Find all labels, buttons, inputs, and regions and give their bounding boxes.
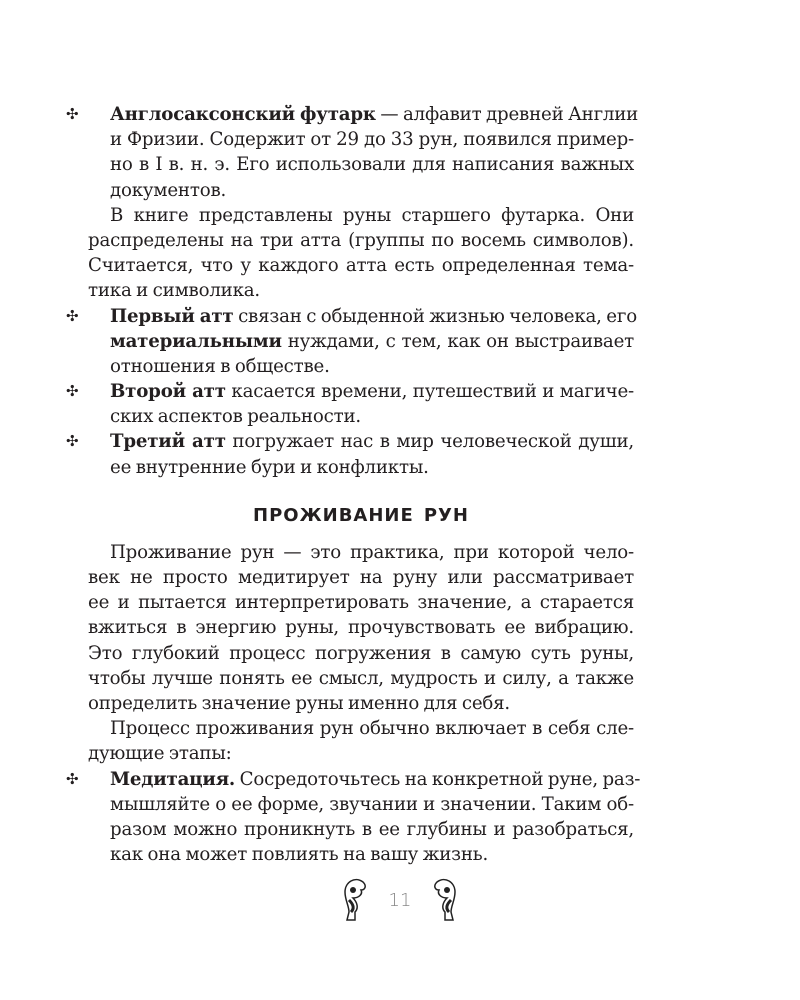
line-text: связан с обыденной жизнью человека, его — [233, 305, 637, 327]
text-line — [88, 691, 634, 716]
text-line — [88, 590, 634, 615]
text-line — [88, 540, 634, 565]
text-line — [88, 641, 634, 666]
text-line — [88, 842, 634, 867]
line-text: В книге представлены руны старшего футарка. Они — [110, 204, 634, 226]
text-line — [88, 354, 634, 379]
line-text: — алфавит древней Англии — [375, 104, 639, 125]
text-line — [88, 455, 634, 480]
text-line — [66, 429, 635, 454]
line-text: чтобы лучше понять ее смысл, мудрость и силу, а также — [88, 667, 634, 689]
line-text: вжиться в энергию руны, прочувствовать ее вибрацию. — [88, 617, 634, 639]
bird-ornament-right-icon — [433, 878, 459, 922]
line-text: ских аспектов реальности. — [110, 406, 361, 428]
section-heading: проживание рун — [253, 497, 469, 528]
page-body — [66, 102, 641, 867]
bullet-icon: ✣ — [66, 306, 79, 325]
page-footer — [0, 878, 800, 922]
bullet-item — [66, 304, 637, 380]
text-line — [88, 253, 634, 278]
text-line — [88, 716, 634, 741]
line-text: мышляйте о ее форме, звучании и значении. Таким об- — [110, 793, 634, 815]
line-text: но в I в. н. э. Его использовали для написания важных — [110, 154, 634, 176]
line-text: как она может повлиять на вашу жизнь. — [110, 844, 489, 866]
line-text: Проживание рун — это практика, при которой чело- — [110, 541, 634, 563]
bullet-item — [66, 379, 634, 429]
text-line — [88, 178, 634, 203]
bullet-item — [66, 102, 639, 203]
text-line — [88, 203, 634, 228]
line-text: ее и пытается интерпретировать значение, а старается — [88, 592, 634, 614]
line-text: нуждами, с тем, как он выстраивает — [281, 330, 634, 352]
text-line — [88, 127, 634, 152]
text-line — [88, 741, 634, 766]
line-text: касается времени, путешествий и магиче- — [225, 381, 634, 403]
line-text: век не просто медитирует на руну или рассматривает — [88, 567, 634, 588]
line-text: тика и символика. — [88, 280, 260, 302]
bullet-icon: ✣ — [66, 382, 79, 401]
line-text: определить значение руны именно для себя. — [88, 692, 511, 714]
text-line — [66, 304, 637, 329]
bold-term: Первый атт — [110, 305, 234, 327]
text-line — [88, 228, 634, 253]
bold-term: Второй атт — [110, 381, 226, 403]
line-text: Сосредоточьтесь на конкретной руне, раз- — [235, 768, 641, 790]
paragraph — [88, 540, 634, 716]
line-text: и Фризии. Содержит от 29 до 33 рун, появился пример- — [110, 129, 634, 151]
line-text: распределены на три атта (группы по восемь символов). — [88, 229, 634, 251]
line-text: разом можно проникнуть в ее глубины и разобраться, — [110, 818, 634, 840]
text-line — [66, 379, 634, 404]
bullet-item — [66, 767, 641, 868]
bold-term: Третий атт — [110, 431, 226, 453]
text-line — [88, 278, 634, 303]
bullet-icon: ✣ — [66, 769, 79, 788]
line-text: дующие этапы: — [88, 743, 232, 765]
paragraph — [88, 716, 634, 766]
line-text: Процесс проживания рун обычно включает в себя сле- — [110, 718, 634, 740]
text-line — [88, 152, 634, 177]
bullet-item — [66, 429, 635, 479]
text-line — [88, 792, 634, 817]
line-text: Это глубокий процесс погружения в самую суть руны, — [88, 642, 634, 664]
text-line — [66, 102, 639, 127]
text-line — [88, 615, 634, 640]
bird-ornament-left-icon — [341, 878, 367, 922]
line-text: отношения в обществе. — [110, 355, 330, 377]
text-line — [66, 767, 641, 792]
paragraph — [88, 203, 634, 304]
bold-term: материальными — [110, 330, 282, 352]
bullet-icon: ✣ — [66, 105, 79, 123]
bold-term: Англосаксонский футарк — [110, 104, 376, 125]
bold-term: Медитация. — [110, 768, 236, 790]
page-number: 11 — [388, 889, 412, 911]
text-line — [88, 329, 634, 354]
text-line — [88, 666, 634, 691]
text-line — [88, 817, 634, 842]
line-text: Считается, что у каждого атта есть определенная тема- — [88, 255, 634, 277]
line-text: документов. — [110, 179, 227, 201]
line-text: ее внутренние бури и конфликты. — [110, 456, 429, 478]
text-line — [88, 565, 634, 590]
text-line — [88, 404, 634, 429]
bullet-icon: ✣ — [66, 432, 79, 451]
line-text: погружает нас в мир человеческой души, — [225, 431, 635, 453]
